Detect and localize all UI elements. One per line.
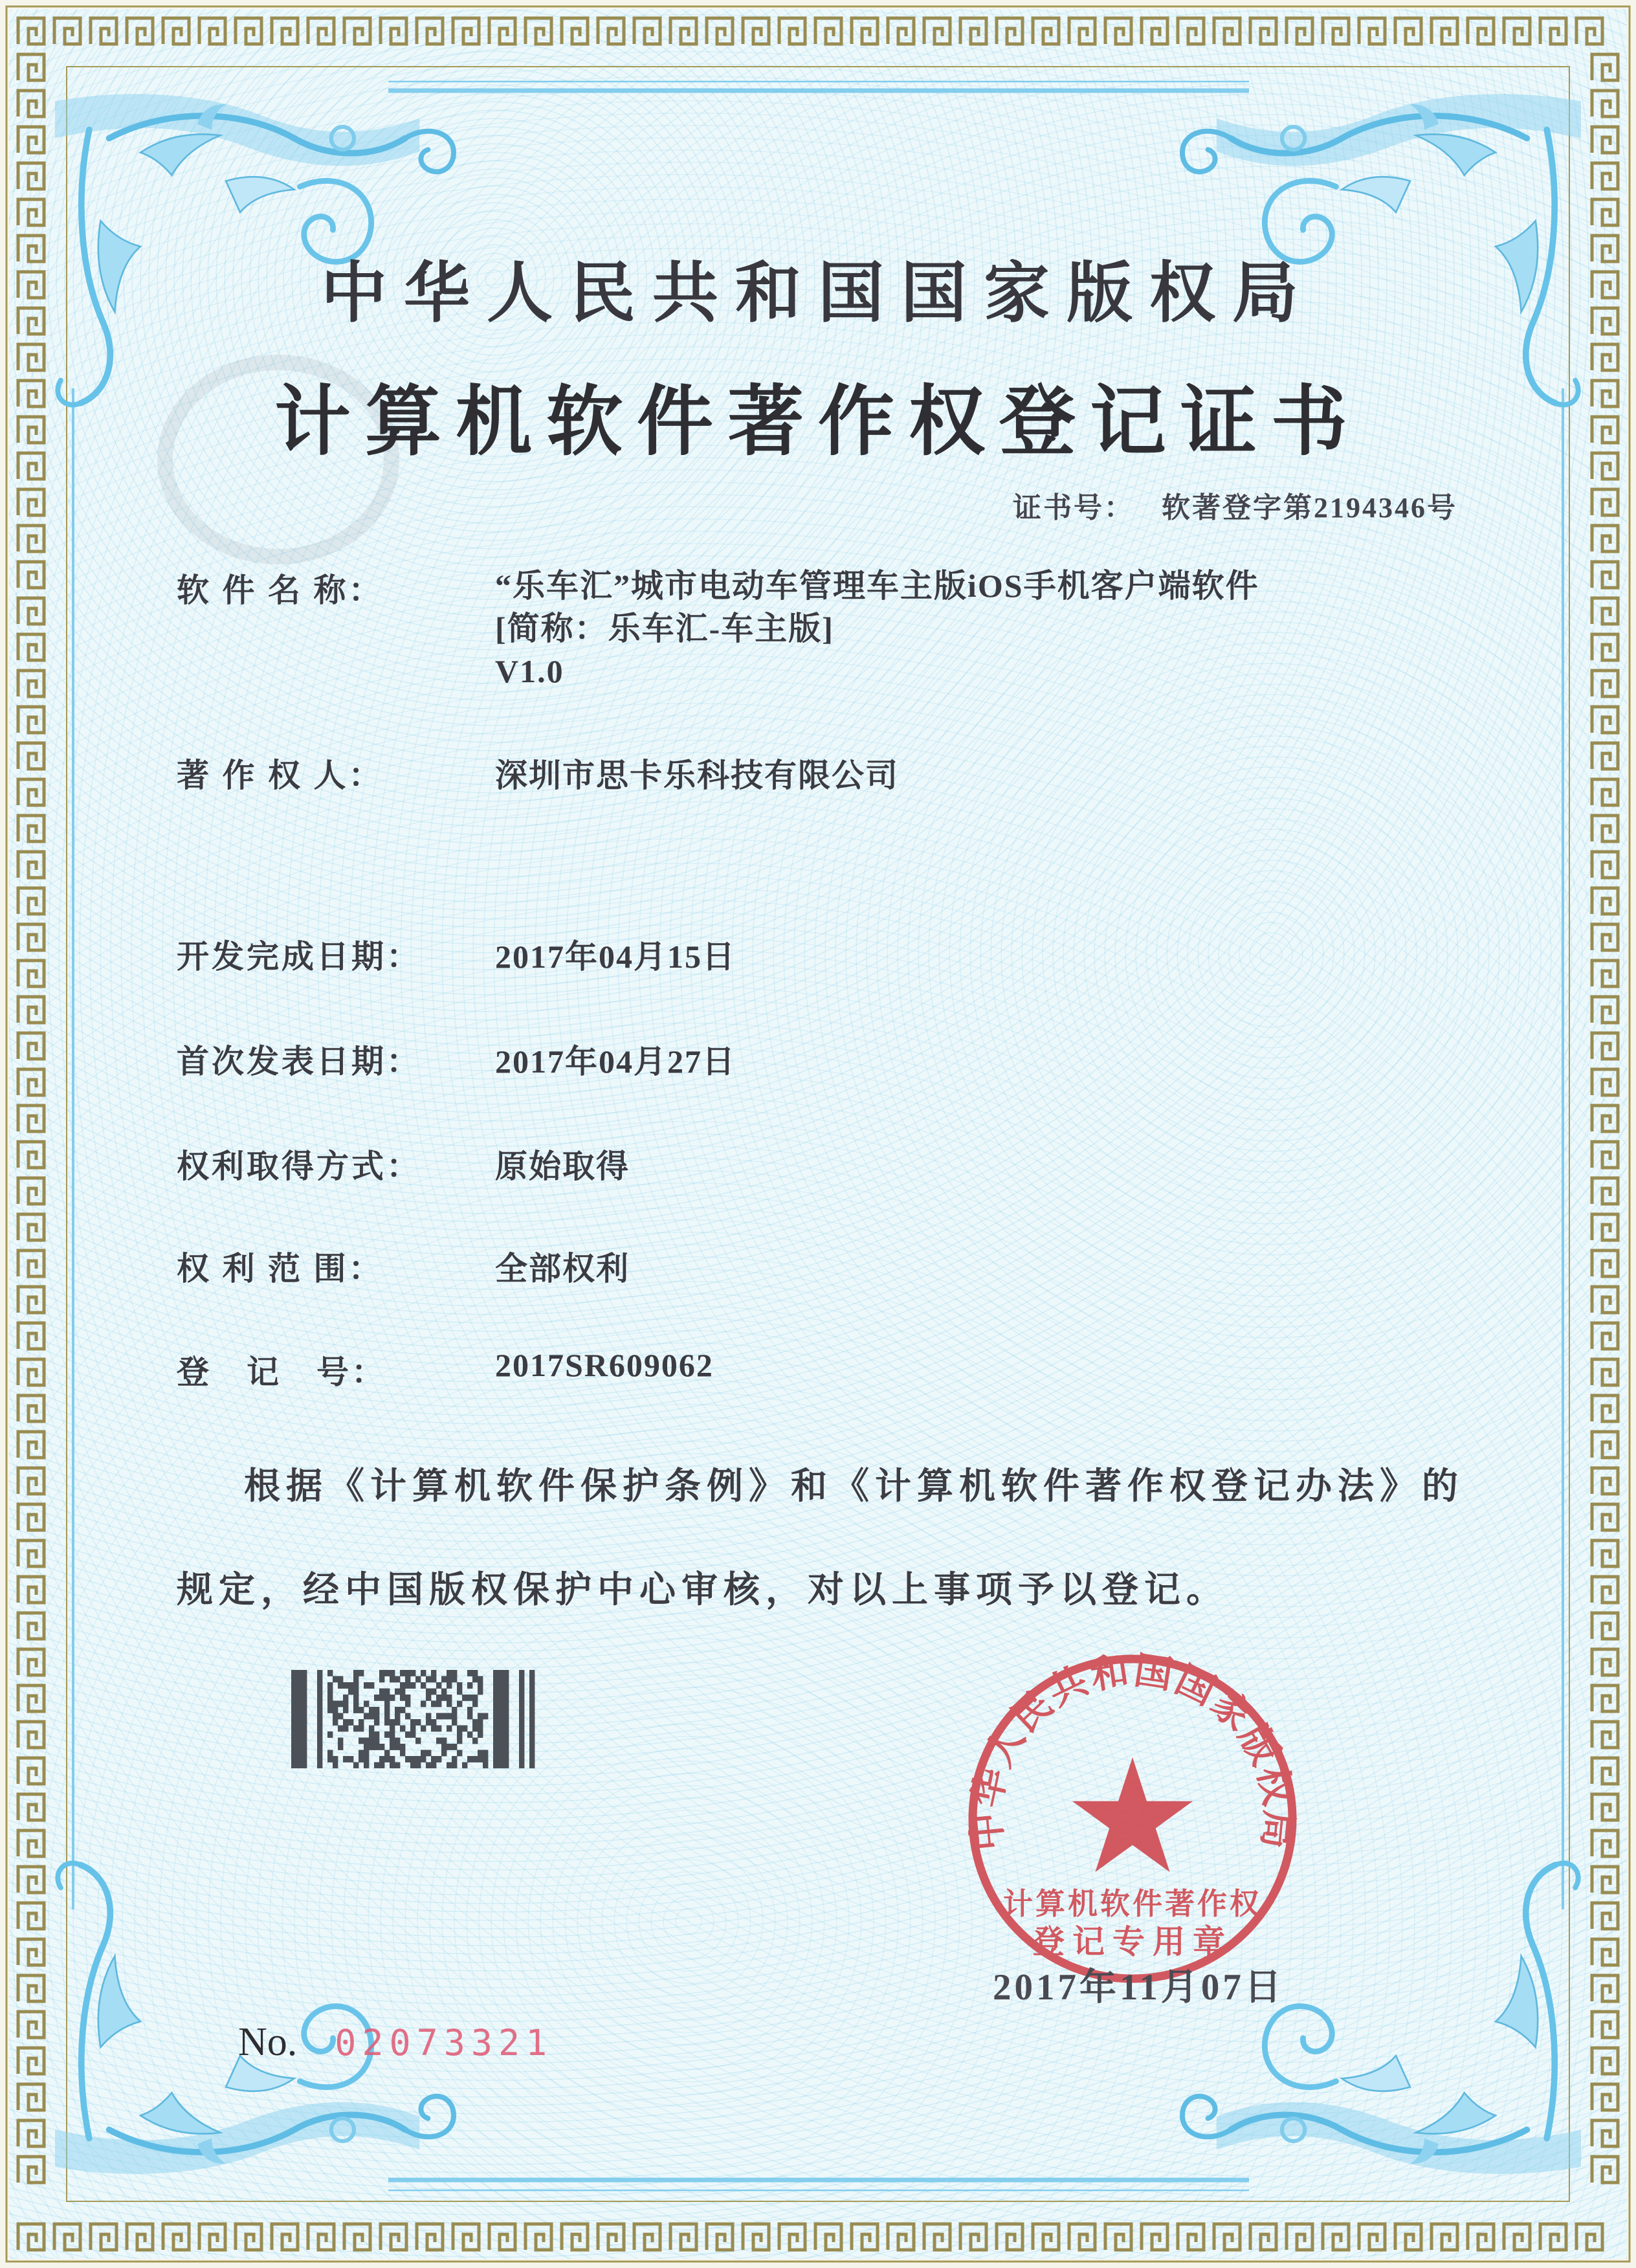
field-registration-number: [177, 1346, 1471, 1393]
field-rights-scope: [177, 1243, 1471, 1289]
field-software-name: [177, 564, 1471, 689]
field-value: 原始取得: [495, 1148, 630, 1184]
field-label: 权利取得方式：: [177, 1148, 421, 1184]
field-rights-acquisition: [177, 1140, 1471, 1187]
field-dev-complete-date: [177, 931, 1471, 977]
certificate-number-value: 软著登字第2194346号: [1162, 492, 1457, 524]
seal-star-icon: [1072, 1757, 1193, 1872]
serial-label: No.: [238, 2020, 298, 2064]
field-value: 2017年04月15日: [495, 939, 736, 975]
field-value: 2017SR609062: [495, 1347, 714, 1383]
certificate-number-label: 证书号：: [1013, 492, 1134, 524]
seal-text-line1: 计算机软件著作权: [1003, 1887, 1262, 1920]
statement-line1: 根据《计算机软件保护条例》和《计算机软件著作权登记办法》的: [244, 1467, 1464, 1507]
software-name-line2: [简称：乐车汇-车主版]: [495, 610, 834, 647]
field-value: 全部权利: [495, 1251, 630, 1287]
field-label: 软 件 名 称：: [177, 572, 384, 608]
field-value: [495, 564, 1259, 693]
field-label: 权 利 范 围：: [177, 1251, 384, 1287]
serial-number-line: [238, 2019, 553, 2065]
certificate-title: 计算机软件著作权登记证书: [274, 380, 1362, 465]
issuing-authority-title: 中华人民共和国国家版权局: [321, 258, 1315, 331]
serial-number: 02073321: [335, 2022, 553, 2063]
certificate-number-line: [1013, 484, 1457, 526]
statement-line2: 规定，经中国版权保护中心审核，对以上事项予以登记。: [177, 1570, 1228, 1610]
barcode-icon: [291, 1670, 540, 1768]
official-seal: [961, 1647, 1304, 1990]
issue-date: 2017年11月07日: [993, 1967, 1285, 2008]
field-value: 2017年04月27日: [495, 1043, 736, 1080]
seal-text-line2: 登记专用章: [1032, 1924, 1233, 1960]
field-label: 著 作 权 人：: [177, 757, 384, 794]
software-version: V1.0: [495, 653, 564, 689]
field-label: 开发完成日期：: [177, 939, 421, 975]
field-copyright-owner: [177, 750, 1471, 796]
field-label: 登 记 号：: [177, 1354, 386, 1390]
software-name-line1: “乐车汇”城市电动车管理车主版iOS手机客户端软件: [495, 568, 1259, 604]
field-label: 首次发表日期：: [177, 1043, 421, 1080]
seal-arc-text: 中华人民共和国国家版权局: [964, 1649, 1301, 1853]
field-first-publish-date: [177, 1036, 1471, 1082]
field-value: 深圳市思卡乐科技有限公司: [495, 757, 899, 794]
